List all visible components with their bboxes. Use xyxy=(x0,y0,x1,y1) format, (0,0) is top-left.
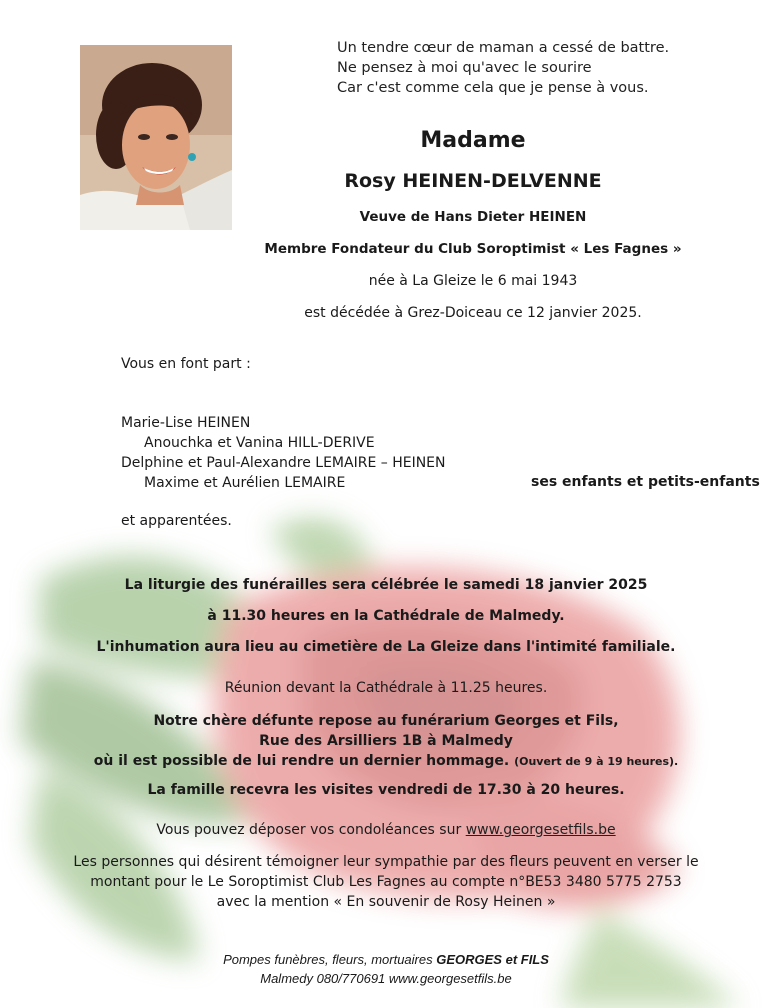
announce-line: Vous en font part : xyxy=(121,356,251,372)
family-member: Maxime et Aurélien LEMAIRE xyxy=(144,475,346,491)
opening-hours: (Ouvert de 9 à 19 heures). xyxy=(514,755,679,768)
rest-line-text: où il est possible de lui rendre un dernier hommage. xyxy=(93,753,510,769)
widow-line: Veuve de Hans Dieter HEINEN xyxy=(359,209,587,225)
poem-line: Ne pensez à moi qu'avec le sourire xyxy=(337,60,592,76)
family-member: Marie-Lise HEINEN xyxy=(121,415,251,431)
rest-line: Rue des Arsilliers 1B à Malmedy xyxy=(259,733,513,749)
footer-line xyxy=(0,950,772,969)
poem-line: Un tendre cœur de maman a cessé de battre. xyxy=(337,40,670,56)
poem-line: Car c'est comme cela que je pense à vous. xyxy=(337,80,649,96)
footer-contact: Malmedy 080/770691 www.georgesetfils.be xyxy=(260,971,512,986)
flowers-line: avec la mention « En souvenir de Rosy Heinen » xyxy=(216,894,556,910)
liturgy-line: à 11.30 heures en la Cathédrale de Malmedy. xyxy=(207,608,565,624)
footer-text: Pompes funèbres xyxy=(223,952,325,967)
condolences-link[interactable]: www.georgesetfils.be xyxy=(465,822,616,838)
flowers-block xyxy=(0,852,772,912)
footer xyxy=(0,950,772,988)
birth-line: née à La Gleize le 6 mai 1943 xyxy=(368,273,578,289)
title: Madame xyxy=(420,128,526,153)
visits-line: La famille recevra les visites vendredi de 17.30 à 20 heures. xyxy=(147,782,625,798)
flowers-line: montant pour le Le Soroptimist Club Les Fagnes au compte n°BE53 3480 5775 2753 xyxy=(90,874,682,890)
relatives-line: et apparentées. xyxy=(121,513,232,529)
burial-line: L'inhumation aura lieu au cimetière de La Gleize dans l'intimité familiale. xyxy=(96,639,676,655)
rest-line: Notre chère défunte repose au funérarium Georges et Fils, xyxy=(153,713,619,729)
death-line: est décédée à Grez-Doiceau ce 12 janvier 2025. xyxy=(304,305,642,321)
condolences-text: Vous pouvez déposer vos condoléances sur xyxy=(156,822,462,838)
rest-line xyxy=(0,751,772,772)
family-list xyxy=(121,413,446,493)
deceased-name: Rosy HEINEN-DELVENNE xyxy=(344,170,602,192)
meeting-line: Réunion devant la Cathédrale à 11.25 heures. xyxy=(224,680,548,696)
family-role: ses enfants et petits-enfants xyxy=(531,474,760,490)
family-member: Delphine et Paul-Alexandre LEMAIRE – HEINEN xyxy=(121,455,446,471)
liturgy-line: La liturgie des funérailles sera célébrée le samedi 18 janvier 2025 xyxy=(124,577,648,593)
member-line: Membre Fondateur du Club Soroptimist « Les Fagnes » xyxy=(264,241,682,257)
condolences-line xyxy=(0,822,772,838)
rest-block xyxy=(0,711,772,772)
flowers-line: Les personnes qui désirent témoigner leur sympathie par des fleurs peuvent en verser le xyxy=(73,854,699,870)
company-name: GEORGES et FILS xyxy=(436,952,549,967)
poem xyxy=(337,38,669,98)
family-member: Anouchka et Vanina HILL-DERIVE xyxy=(144,435,375,451)
portrait-photo xyxy=(80,45,232,230)
footer-text: , fleurs, mortuaires xyxy=(324,952,437,967)
